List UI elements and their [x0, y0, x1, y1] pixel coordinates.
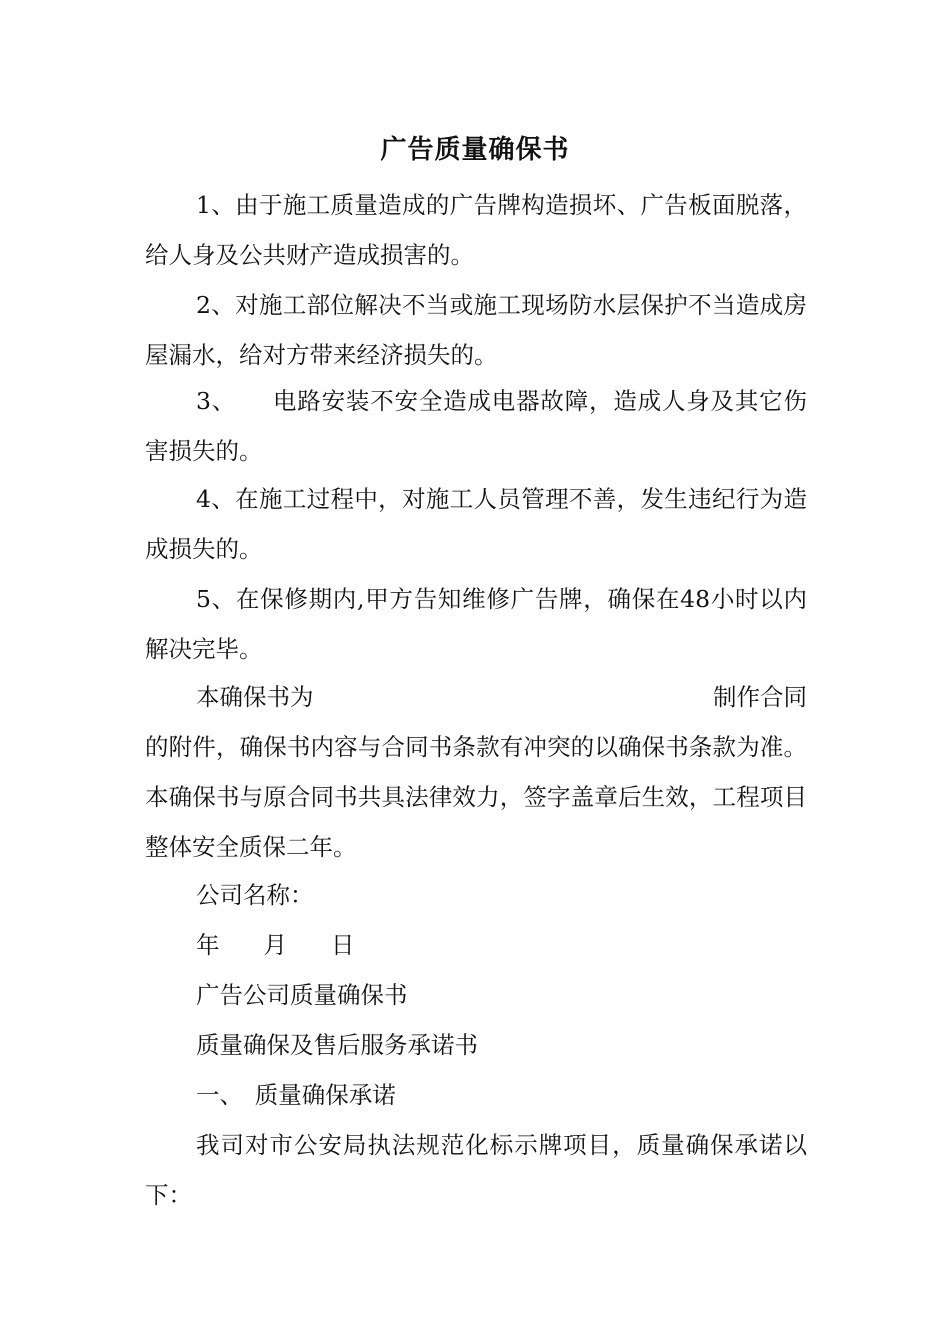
commitment-paragraph: 我司对市公安局执法规范化标示牌项目，质量确保承诺以下： [145, 1131, 807, 1209]
heading-after-sales: 质量确保及售后服务承诺书 [196, 1031, 478, 1059]
item-1: 1、由于施工质量造成的广告牌构造损坏、广告板面脱落，给人身及公共财产造成损害的。 [145, 191, 807, 269]
date-day: 日 [331, 931, 355, 959]
item-2: 2、对施工部位解决不当或施工现场防水层保护不当造成房屋漏水，给对方带来经济损失的。 [145, 291, 807, 369]
clause-body: 的附件，确保书内容与合同书条款有冲突的以确保书条款为准。本确保书与原合同书共具法律效力，签字盖章后生效，工程项目整体安全质保二年。 [145, 733, 807, 861]
section-one-heading: 一、 质量确保承诺 [196, 1081, 396, 1109]
item-3: 3、 电路安装不安全造成电器故障，造成人身及其它伤害损失的。 [145, 387, 807, 465]
date-month: 月 [263, 931, 287, 959]
company-name-label: 公司名称： [196, 881, 314, 909]
date-year: 年 [196, 931, 220, 959]
heading-company-guarantee: 广告公司质量确保书 [196, 981, 408, 1009]
clause-left-text: 本确保书为 [196, 683, 314, 711]
clause-right-text: 制作合同 [713, 683, 807, 711]
document-title: 广告质量确保书 [380, 135, 570, 165]
item-5: 5、在保修期内,甲方告知维修广告牌，确保在48小时以内解决完毕。 [145, 585, 807, 663]
date-line [196, 920, 355, 970]
item-4: 4、在施工过程中，对施工人员管理不善，发生违纪行为造成损失的。 [145, 485, 807, 563]
